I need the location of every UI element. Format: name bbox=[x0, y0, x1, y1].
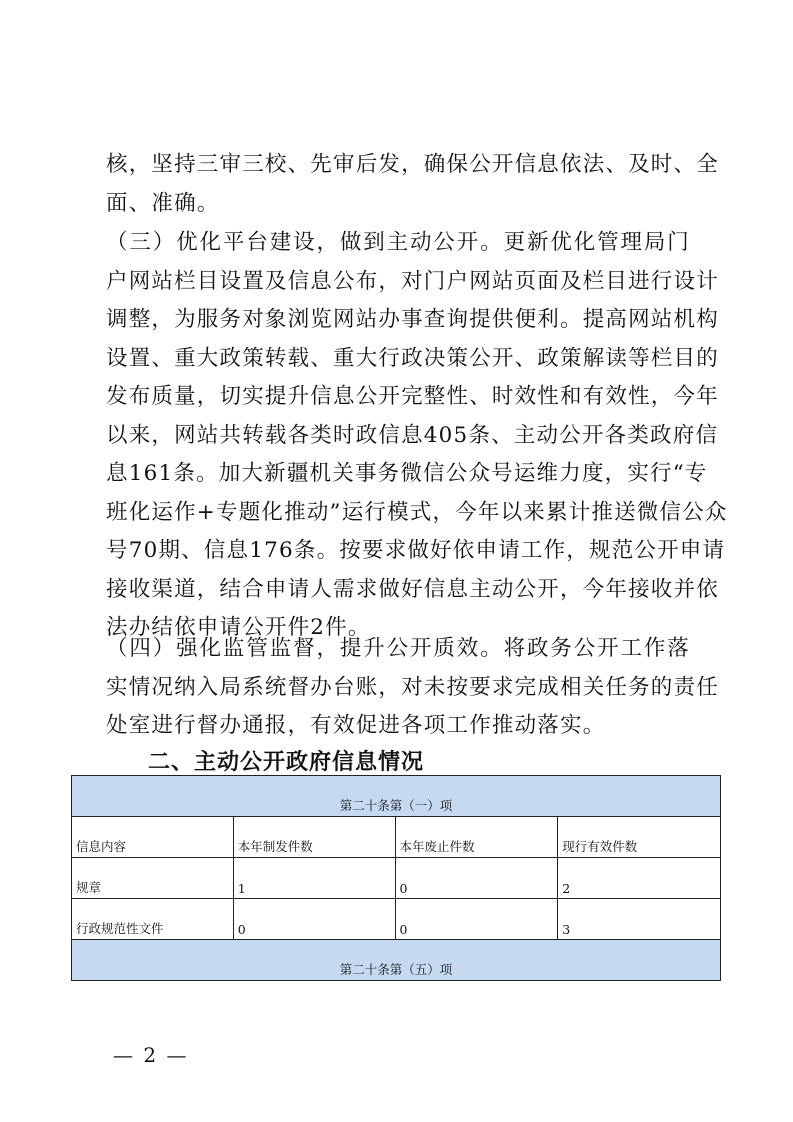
page-number: — 2 — bbox=[113, 1043, 189, 1067]
table-section-title: 第二十条第（五）项 bbox=[72, 940, 721, 981]
paragraph-line: 户网站栏目设置及信息公布，对门户网站页面及栏目进行设计 bbox=[106, 268, 719, 294]
paragraph-line: 设置、重大政策转载、重大行政决策公开、政策解读等栏目的 bbox=[106, 345, 719, 371]
table-header-row bbox=[72, 817, 721, 858]
paragraph-line: 面、准确。 bbox=[106, 190, 220, 216]
table-row bbox=[72, 858, 721, 899]
table-section-row-2 bbox=[72, 940, 721, 981]
body-paragraph bbox=[106, 146, 719, 223]
table-cell: 0 bbox=[395, 899, 558, 940]
paragraph-line: 班化运作+专题化推动”运行模式，今年以来累计推送微信公众 bbox=[106, 499, 728, 525]
paragraph-line: 核，坚持三审三校、先审后发，确保公开信息依法、及时、全 bbox=[106, 152, 719, 177]
table-header-cell: 本年制发件数 bbox=[233, 817, 395, 858]
paragraph-line: 号70期、信息176条。按要求做好依申请工作，规范公开申请 bbox=[106, 538, 726, 563]
table-cell: 2 bbox=[558, 858, 721, 899]
table-section-title: 第二十条第（一）项 bbox=[72, 776, 721, 817]
table-cell: 0 bbox=[233, 899, 395, 940]
paragraph-line: 发布质量，切实提升信息公开完整性、时效性和有效性，今年 bbox=[106, 384, 719, 409]
table-cell: 0 bbox=[395, 858, 558, 899]
paragraph-line: 实情况纳入局系统督办台账，对未按要求完成相关任务的责任 bbox=[106, 674, 719, 700]
body-paragraph bbox=[106, 224, 728, 648]
paragraph-line: 息161条。加大新疆机关事务微信公众号运维力度，实行“专 bbox=[106, 461, 708, 486]
table-section-row-1 bbox=[72, 776, 721, 817]
table-cell: 3 bbox=[558, 899, 721, 940]
paragraph-line: （三）优化平台建设，做到主动公开。更新优化管理局门 bbox=[106, 230, 690, 255]
section-heading: 二、主动公开政府信息情况 bbox=[148, 750, 425, 775]
paragraph-line: 调整，为服务对象浏览网站办事查询提供便利。提高网站机构 bbox=[106, 307, 719, 332]
table-cell: 1 bbox=[233, 858, 395, 899]
table-header-cell: 信息内容 bbox=[72, 817, 234, 858]
table-cell: 行政规范性文件 bbox=[72, 899, 234, 940]
paragraph-line: （四）强化监管监督，提升公开质效。将政务公开工作落 bbox=[106, 636, 690, 661]
table-cell: 规章 bbox=[72, 858, 234, 899]
table-row bbox=[72, 899, 721, 940]
info-table bbox=[71, 775, 721, 981]
table-header-cell: 本年废止件数 bbox=[395, 817, 558, 858]
body-paragraph bbox=[106, 630, 719, 746]
paragraph-line: 接收渠道，结合申请人需求做好信息主动公开，今年接收并依 bbox=[106, 576, 719, 602]
paragraph-line: 法办结依申请公开件2件。 bbox=[106, 615, 371, 640]
paragraph-line: 处室进行督办通报，有效促进各项工作推动落实。 bbox=[106, 713, 606, 738]
table-header-cell: 现行有效件数 bbox=[558, 817, 721, 858]
paragraph-line: 以来，网站共转载各类时政信息405条、主动公开各类政府信 bbox=[106, 422, 719, 448]
